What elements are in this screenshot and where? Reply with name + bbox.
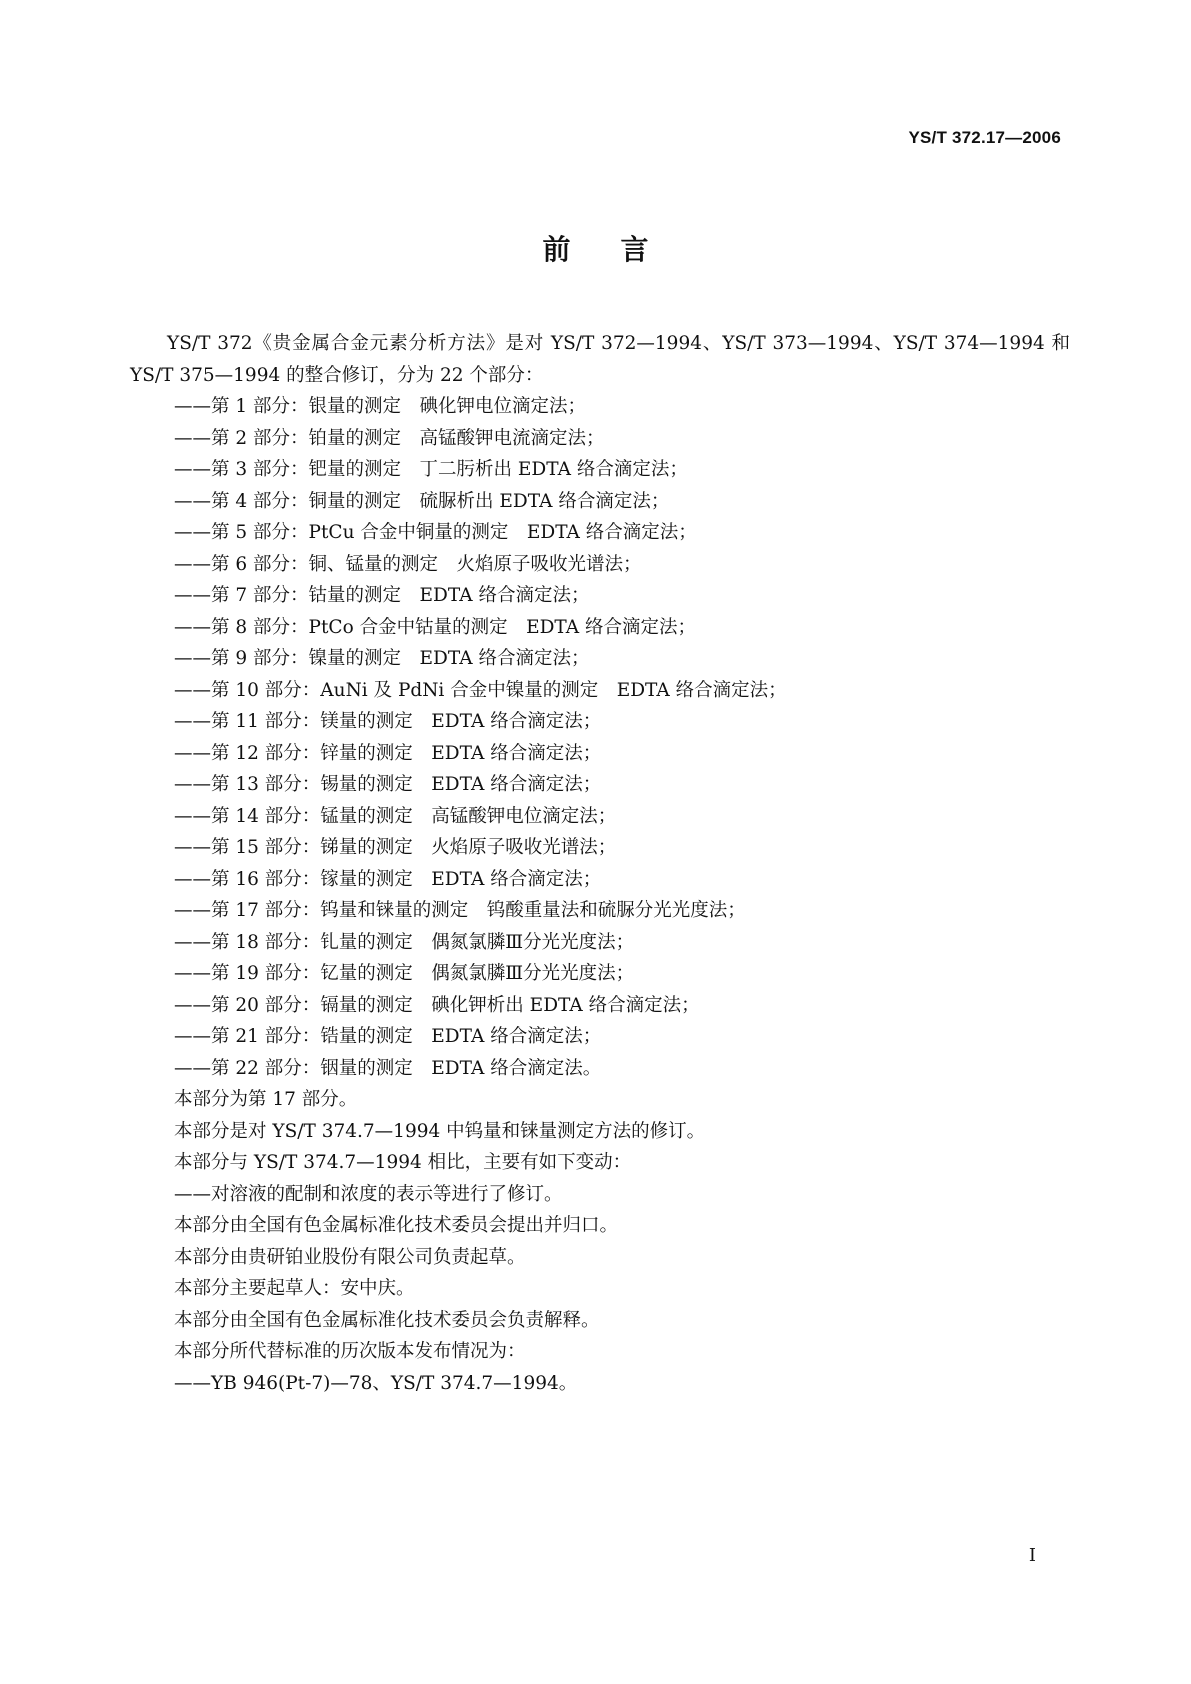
list-item: ——第 16 部分：镓量的测定 EDTA 络合滴定法； <box>174 868 602 890</box>
list-item: ——第 15 部分：锑量的测定 火焰原子吸收光谱法； <box>174 837 617 858</box>
intro-paragraph: YS/T 372《贵金属合金元素分析方法》是对 YS/T 372—1994、YS/T 373—1994、YS/T 374—1994 和 YS/T 375—1994 的整合修订，分为 22 个部分： <box>130 333 1070 386</box>
this-part-statement: 本部分为第 17 部分。 <box>174 1089 358 1110</box>
list-item: ——第 22 部分：铟量的测定 EDTA 络合滴定法。 <box>174 1057 602 1079</box>
list-item: ——第 20 部分：镉量的测定 碘化钾析出 EDTA 络合滴定法； <box>174 994 700 1016</box>
revision-statement: 本部分是对 YS/T 374.7—1994 中钨量和铼量测定方法的修订。 <box>174 1120 706 1142</box>
list-item: ——第 10 部分：AuNi 及 PdNi 合金中镍量的测定 EDTA 络合滴定法； <box>174 679 787 701</box>
list-item: ——第 14 部分：锰量的测定 高锰酸钾电位滴定法； <box>174 805 617 827</box>
list-item: ——第 13 部分：锡量的测定 EDTA 络合滴定法； <box>174 774 602 795</box>
history-intro: 本部分所代替标准的历次版本发布情况为： <box>174 1341 526 1362</box>
standard-code: YS/T 372.17—2006 <box>908 128 1061 147</box>
list-item: ——第 21 部分：锆量的测定 EDTA 络合滴定法； <box>174 1026 602 1047</box>
list-item: ——第 17 部分：钨量和铼量的测定 钨酸重量法和硫脲分光光度法； <box>174 900 746 921</box>
list-item: ——第 7 部分：钴量的测定 EDTA 络合滴定法； <box>174 585 590 606</box>
list-item: ——第 6 部分：铜、锰量的测定 火焰原子吸收光谱法； <box>174 553 642 575</box>
change-item: ——对溶液的配制和浓度的表示等进行了修订。 <box>174 1183 563 1205</box>
list-item: ——第 8 部分：PtCo 合金中钴量的测定 EDTA 络合滴定法； <box>174 616 696 638</box>
main-drafter-statement: 本部分主要起草人：安中庆。 <box>174 1278 415 1299</box>
parts-list <box>130 391 1070 1084</box>
page-title: 前言 <box>542 233 699 266</box>
list-item: ——第 19 部分：钇量的测定 偶氮氯膦Ⅲ分光光度法； <box>174 963 635 984</box>
list-item: ——第 2 部分：铂量的测定 高锰酸钾电流滴定法； <box>174 427 605 449</box>
document-body <box>130 328 1070 1399</box>
list-item: ——第 1 部分：银量的测定 碘化钾电位滴定法； <box>174 396 587 417</box>
list-item: ——第 18 部分：钆量的测定 偶氮氯膦Ⅲ分光光度法； <box>174 931 635 953</box>
list-item: ——第 11 部分：镁量的测定 EDTA 络合滴定法； <box>174 711 602 732</box>
interpreted-by-statement: 本部分由全国有色金属标准化技术委员会负责解释。 <box>174 1309 600 1331</box>
list-item: ——第 9 部分：镍量的测定 EDTA 络合滴定法； <box>174 648 590 669</box>
list-item: ——第 4 部分：铜量的测定 硫脲析出 EDTA 络合滴定法； <box>174 490 670 512</box>
changes-intro: 本部分与 YS/T 374.7—1994 相比，主要有如下变动： <box>174 1152 632 1173</box>
history-item: ——YB 946(Pt-7)—78、YS/T 374.7—1994。 <box>174 1372 578 1394</box>
list-item: ——第 3 部分：钯量的测定 丁二肟析出 EDTA 络合滴定法； <box>174 459 688 480</box>
list-item: ——第 5 部分：PtCu 合金中铜量的测定 EDTA 络合滴定法； <box>174 522 697 543</box>
page-number: I <box>1028 1545 1036 1566</box>
proposed-by-statement: 本部分由全国有色金属标准化技术委员会提出并归口。 <box>174 1215 619 1236</box>
list-item: ——第 12 部分：锌量的测定 EDTA 络合滴定法； <box>174 742 602 764</box>
drafted-by-statement: 本部分由贵研铂业股份有限公司负责起草。 <box>174 1246 526 1268</box>
